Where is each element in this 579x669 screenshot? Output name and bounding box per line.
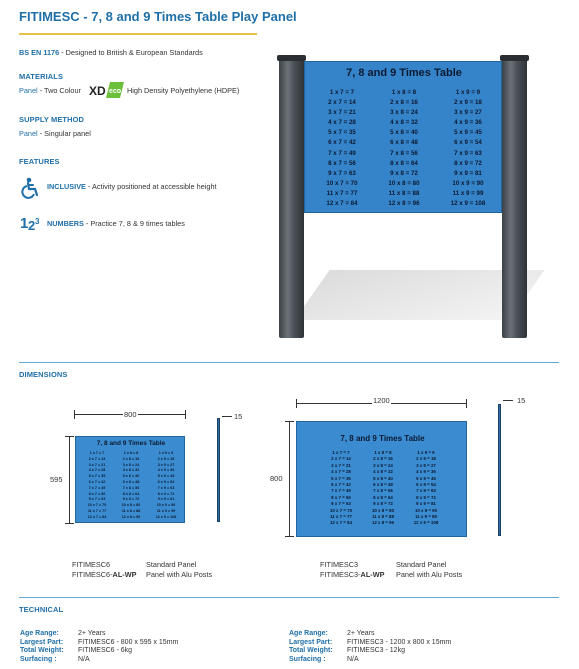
numbers-icon: [20, 214, 44, 232]
panel-title: 7, 8 and 9 Times Table: [346, 67, 462, 79]
page-title: FITIMESC - 7, 8 and 9 Times Table Play Panel: [19, 9, 297, 24]
materials-label: Panel: [19, 86, 38, 95]
large-height-line: [289, 421, 290, 537]
large-panel-col8: [361, 450, 405, 527]
xdeco-logo: [88, 80, 126, 100]
large-panel-row: 8 x 8 = 64: [373, 494, 393, 500]
small-panel-row: 2 x 8 = 16: [122, 456, 140, 461]
panel-row: 7 x 9 = 63: [454, 149, 482, 157]
large-panel-row: 3 x 7 = 21: [331, 462, 351, 468]
column-eights: [375, 88, 433, 209]
panel-row: 3 x 8 = 24: [390, 109, 418, 117]
panel-row: 1 x 8 = 8: [391, 89, 417, 96]
small-panel-row: 5 x 7 = 35: [88, 474, 106, 479]
large-panel-row: 2 x 9 = 18: [416, 456, 436, 462]
code-desc: Panel with Alu Posts: [396, 570, 463, 579]
panel-row: 1 x 9 = 9: [455, 89, 481, 96]
small-panel-row: 1 x 7 = 7: [89, 451, 105, 455]
code-row: [320, 570, 490, 580]
dimensions-divider: [19, 362, 559, 363]
code-suffix: AL-WP: [360, 570, 385, 579]
supply-label: Panel: [19, 129, 38, 138]
code-value: FITIMESC3: [320, 560, 359, 569]
large-width-tick-right: [466, 399, 467, 408]
small-width-tick-right: [185, 410, 186, 419]
large-height-label: 800: [270, 474, 283, 483]
large-panel-col7: [319, 450, 363, 527]
large-panel-row: 9 x 7 = 63: [331, 501, 351, 507]
large-panel-row: 6 x 8 = 48: [373, 482, 393, 488]
large-panel-row: 10 x 8 = 80: [371, 507, 395, 513]
codes-right: [320, 560, 490, 580]
materials-line: [19, 86, 81, 96]
small-panel-row: 4 x 8 = 32: [122, 468, 140, 473]
large-panel-row: 10 x 9 = 90: [414, 507, 438, 513]
feature-inclusive-label: INCLUSIVE: [47, 182, 86, 191]
materials-post: High Density Polyethylene (HDPE): [127, 86, 240, 95]
small-panel-row: 8 x 9 = 72: [157, 491, 175, 496]
tech-key: Age Range:: [289, 630, 328, 637]
small-panel-col7: [80, 451, 114, 521]
large-panel-row: 4 x 8 = 32: [373, 469, 393, 475]
small-panel-row: 9 x 8 = 72: [122, 497, 140, 502]
large-panel-row: 7 x 8 = 56: [373, 488, 393, 494]
large-panel-row: 4 x 9 = 36: [416, 469, 436, 475]
panel-row: 5 x 7 = 35: [328, 129, 356, 137]
large-panel-row: 8 x 9 = 72: [416, 494, 436, 500]
tech-key: Surfacing :: [289, 655, 326, 663]
small-panel-title: 7, 8 and 9 Times Table: [96, 440, 166, 447]
panel-row: 1 x 7 = 7: [329, 89, 355, 96]
tech-value: FITIMESC3 - 1200 x 800 x 15mm: [347, 638, 452, 646]
small-panel-row: 11 x 8 = 88: [121, 508, 141, 513]
large-height-tick-bottom: [285, 536, 294, 537]
small-panel-row: 2 x 7 = 14: [88, 456, 106, 461]
small-panel-row: 7 x 8 = 56: [122, 485, 140, 490]
panel-row: 12 x 7 = 84: [326, 200, 358, 208]
panel-row: 10 x 7 = 70: [326, 179, 358, 187]
tech-value: 2+ Years: [78, 630, 106, 637]
code-desc: Standard Panel: [396, 560, 447, 569]
panel-row: 3 x 9 = 27: [454, 109, 482, 117]
tech-value: N/A: [78, 655, 90, 663]
large-panel-row: 9 x 9 = 81: [416, 501, 436, 507]
panel-row: 11 x 7 = 77: [326, 189, 358, 197]
small-panel-row: 12 x 8 = 96: [121, 514, 141, 519]
small-panel-row: 3 x 7 = 21: [88, 462, 106, 467]
small-panel-row: 2 x 9 = 18: [157, 456, 175, 461]
small-panel-row: 6 x 9 = 54: [157, 479, 175, 484]
small-panel-row: 9 x 9 = 81: [157, 497, 175, 502]
materials-pre: - Two Colour: [37, 86, 81, 95]
small-panel-row: 9 x 7 = 63: [88, 497, 106, 502]
tech-value: FITIMESC3 - 12kg: [347, 647, 405, 654]
large-panel-row: 1 x 9 = 9: [417, 450, 435, 455]
large-width-label: 1200: [373, 396, 390, 405]
large-panel-row: 11 x 9 = 99: [415, 514, 437, 520]
large-panel-row: 7 x 7 = 49: [331, 488, 351, 494]
panel-row: 12 x 8 = 96: [388, 200, 420, 208]
small-panel-row: 6 x 8 = 48: [122, 479, 140, 484]
code-value: FITIMESC3-: [320, 570, 361, 579]
small-panel-row: 1 x 8 = 8: [123, 451, 139, 455]
large-depth-label: 15: [517, 396, 526, 405]
panel-row: 12 x 9 = 108: [450, 200, 486, 208]
large-panel-row: 12 x 8 = 96: [371, 520, 395, 526]
large-depth-line: [503, 400, 513, 401]
small-panel-row: 12 x 9 = 108: [155, 514, 177, 519]
small-panel-row: 4 x 9 = 36: [157, 468, 175, 473]
large-panel-col9: [403, 450, 449, 527]
panel-row: 6 x 7 = 42: [328, 139, 356, 147]
large-height-tick-top: [285, 421, 294, 422]
panel-row: 2 x 9 = 18: [454, 99, 482, 107]
small-panel-row: 10 x 8 = 80: [121, 503, 141, 508]
large-panel-row: 12 x 7 = 84: [329, 520, 353, 526]
small-panel-row: 11 x 7 = 77: [87, 508, 107, 513]
small-panel-row: 3 x 8 = 24: [122, 462, 140, 467]
panel-row: 5 x 9 = 45: [454, 129, 482, 137]
large-panel-row: 1 x 7 = 7: [332, 450, 350, 455]
small-panel-row: 3 x 9 = 27: [157, 462, 175, 467]
small-panel-col8: [114, 451, 148, 521]
code-suffix: AL-WP: [112, 570, 137, 579]
small-panel-row: 8 x 7 = 56: [88, 491, 106, 496]
technical-right: [289, 622, 549, 663]
small-panel-row: 5 x 8 = 40: [122, 474, 140, 479]
small-panel-row: 10 x 7 = 70: [87, 503, 107, 508]
small-width-label: 800: [124, 410, 137, 419]
large-panel-row: 6 x 9 = 54: [416, 482, 436, 488]
small-height-label: 595: [50, 475, 63, 484]
panel-row: 9 x 8 = 72: [390, 169, 418, 177]
feature-inclusive-text: - Activity positioned at accessible height: [85, 182, 217, 191]
panel-row: 8 x 9 = 72: [454, 159, 482, 167]
large-panel-row: 7 x 9 = 63: [416, 488, 436, 494]
large-panel-row: 8 x 7 = 56: [331, 494, 351, 500]
svg-text:1: 1: [20, 215, 29, 232]
supply-text: - Singular panel: [37, 129, 91, 138]
svg-text:2: 2: [28, 218, 36, 232]
tech-key: Total Weight:: [289, 647, 333, 654]
panel-row: 6 x 8 = 48: [390, 139, 418, 147]
large-panel-drawing: [296, 421, 467, 537]
small-panel-row: 1 x 9 = 9: [158, 451, 174, 455]
technical-heading: TECHNICAL: [19, 605, 64, 614]
panel-row: 8 x 8 = 64: [390, 159, 418, 167]
left-post: [279, 56, 304, 338]
tech-key: Surfacing :: [20, 655, 57, 663]
small-panel-row: 4 x 7 = 28: [88, 468, 106, 473]
small-panel-row: 10 x 9 = 90: [156, 503, 176, 508]
large-side-view: [498, 404, 501, 536]
large-panel-row: 11 x 7 = 77: [330, 514, 352, 520]
column-sevens: [313, 88, 371, 209]
large-panel-row: 3 x 9 = 27: [416, 462, 436, 468]
small-panel-row: 7 x 7 = 49: [88, 485, 106, 490]
panel-row: 10 x 8 = 80: [388, 179, 420, 187]
panel-row: 2 x 7 = 14: [328, 99, 356, 107]
large-panel-row: 3 x 8 = 24: [373, 462, 393, 468]
panel-row: 9 x 9 = 81: [454, 169, 482, 177]
panel-row: 2 x 8 = 16: [390, 99, 418, 107]
feature-numbers: [47, 219, 185, 229]
panel-row: 4 x 8 = 32: [390, 119, 418, 127]
wheelchair-icon: [20, 177, 42, 199]
panel-row: 7 x 7 = 49: [328, 149, 356, 157]
small-depth-label: 15: [234, 412, 243, 421]
panel-row: 11 x 8 = 88: [388, 189, 420, 197]
tech-key: Largest Part:: [20, 638, 64, 646]
svg-text:3: 3: [35, 217, 40, 226]
panel-row: 4 x 7 = 28: [328, 119, 356, 127]
tech-key: Age Range:: [20, 630, 59, 637]
large-panel-row: 2 x 7 = 14: [331, 456, 351, 462]
column-nines: [437, 88, 499, 209]
times-table-panel: [304, 61, 502, 213]
svg-text:eco: eco: [109, 88, 122, 95]
small-panel-row: 6 x 7 = 42: [88, 479, 106, 484]
feature-numbers-text: - Practice 7, 8 & 9 times tables: [83, 219, 185, 228]
tech-key: Largest Part:: [289, 638, 333, 646]
large-panel-title: 7, 8 and 9 Times Table: [340, 434, 425, 443]
panel-row: 7 x 8 = 56: [390, 149, 418, 157]
dimensions-heading: DIMENSIONS: [19, 370, 68, 379]
panel-row: 3 x 7 = 21: [328, 109, 356, 117]
small-width-tick-left: [74, 410, 75, 419]
standard-code: BS EN 1176: [19, 48, 60, 57]
small-height-tick-bottom: [65, 523, 74, 524]
tech-value: FITIMESC6 - 6kg: [78, 647, 133, 654]
panel-row: 5 x 8 = 40: [390, 129, 418, 137]
panel-row: 9 x 7 = 63: [328, 169, 356, 177]
large-panel-row: 10 x 7 = 70: [329, 507, 353, 513]
panel-row: 8 x 7 = 56: [328, 159, 356, 167]
supply-heading: SUPPLY METHOD: [19, 115, 85, 124]
small-panel-col9: [148, 451, 184, 521]
large-panel-row: 12 x 9 = 108: [413, 520, 439, 526]
small-side-view: [217, 418, 220, 522]
large-panel-row: 5 x 8 = 40: [373, 475, 393, 481]
right-post: [502, 56, 527, 338]
large-panel-row: 11 x 8 = 88: [372, 514, 394, 520]
technical-divider: [19, 597, 559, 598]
code-value: FITIMESC6-: [72, 570, 113, 579]
right-post-cap: [500, 55, 529, 61]
panel-row: 6 x 9 = 54: [454, 139, 482, 147]
large-panel-row: 5 x 7 = 35: [331, 475, 351, 481]
small-height-line: [69, 436, 70, 524]
tech-key: Total Weight:: [20, 647, 64, 654]
large-panel-row: 2 x 8 = 16: [373, 456, 393, 462]
small-panel-drawing: [75, 436, 185, 523]
large-panel-row: 6 x 7 = 42: [331, 482, 351, 488]
code-row: [72, 570, 232, 580]
code-value: FITIMESC6: [72, 560, 111, 569]
small-depth-line: [222, 416, 232, 417]
large-panel-row: 5 x 9 = 45: [416, 475, 436, 481]
feature-numbers-label: NUMBERS: [47, 219, 84, 228]
product-render: [272, 52, 542, 344]
svg-text:XD: XD: [89, 84, 106, 98]
standard-text: - Designed to British & European Standards: [59, 48, 203, 57]
panel-row: 11 x 9 = 99: [452, 189, 484, 197]
small-height-tick-top: [65, 436, 74, 437]
code-desc: Panel with Alu Posts: [146, 570, 213, 579]
small-panel-row: 11 x 9 = 99: [156, 508, 176, 513]
small-panel-row: 5 x 9 = 45: [157, 474, 175, 479]
feature-inclusive: [47, 182, 217, 192]
large-width-tick-left: [296, 399, 297, 408]
tech-value: N/A: [347, 655, 359, 663]
large-panel-row: 1 x 8 = 8: [374, 450, 392, 455]
panel-row: 4 x 9 = 36: [454, 119, 482, 127]
tech-value: 2+ Years: [347, 630, 375, 637]
small-panel-row: 7 x 9 = 63: [157, 485, 175, 490]
small-panel-row: 8 x 8 = 64: [122, 491, 140, 496]
standard-line: [19, 48, 203, 58]
small-panel-row: 12 x 7 = 84: [87, 514, 107, 519]
codes-left: [72, 560, 232, 580]
tech-value: FITIMESC6 - 800 x 595 x 15mm: [78, 638, 179, 646]
title-underline: [19, 33, 257, 35]
features-heading: FEATURES: [19, 157, 60, 166]
large-panel-row: 4 x 7 = 28: [331, 469, 351, 475]
materials-heading: MATERIALS: [19, 72, 64, 81]
left-post-cap: [277, 55, 306, 61]
code-row: [320, 560, 490, 570]
panel-row: 10 x 9 = 90: [452, 179, 484, 187]
technical-left: [20, 622, 260, 663]
supply-line: [19, 129, 91, 139]
code-desc: Standard Panel: [146, 560, 197, 569]
code-row: [72, 560, 232, 570]
large-panel-row: 9 x 8 = 72: [373, 501, 393, 507]
